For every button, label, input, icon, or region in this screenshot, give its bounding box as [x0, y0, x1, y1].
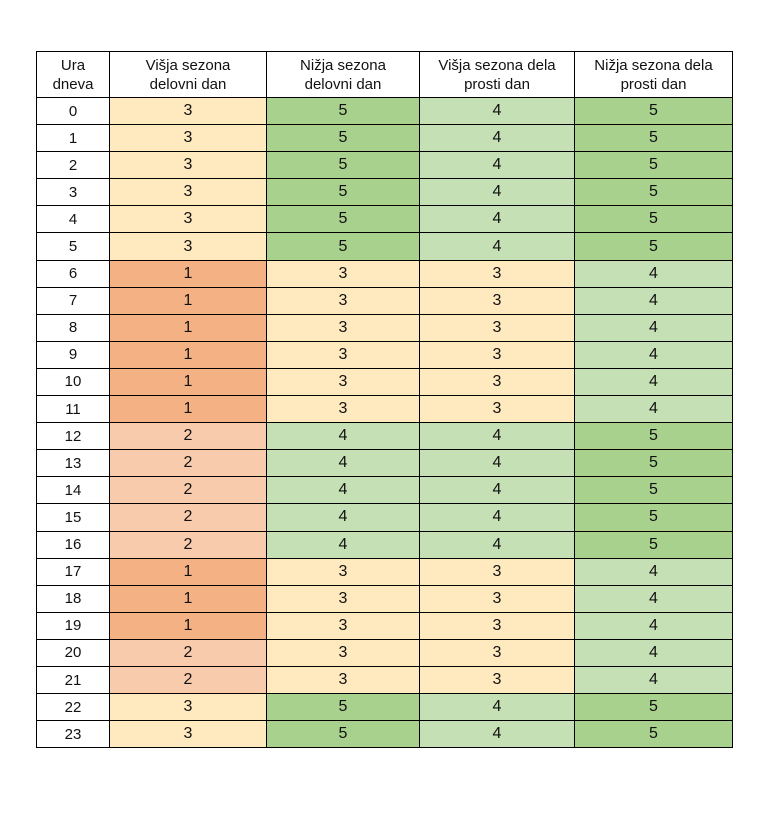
cell-high-season-dayoff: 3	[420, 341, 575, 368]
cell-low-season-dayoff: 5	[575, 721, 733, 748]
cell-low-season-workday: 4	[267, 504, 420, 531]
cell-high-season-dayoff: 4	[420, 694, 575, 721]
cell-low-season-dayoff: 4	[575, 666, 733, 693]
cell-high-season-workday: 1	[110, 368, 267, 395]
cell-low-season-workday: 4	[267, 423, 420, 450]
cell-hour: 12	[37, 423, 110, 450]
cell-low-season-dayoff: 4	[575, 314, 733, 341]
table-row	[37, 125, 733, 152]
cell-high-season-dayoff: 3	[420, 287, 575, 314]
header-line: prosti dan	[620, 75, 687, 93]
header-line: Višja sezona dela	[438, 56, 556, 74]
cell-high-season-dayoff: 4	[420, 98, 575, 125]
cell-high-season-workday: 2	[110, 666, 267, 693]
cell-high-season-dayoff: 3	[420, 260, 575, 287]
cell-hour: 13	[37, 450, 110, 477]
cell-hour: 21	[37, 666, 110, 693]
cell-high-season-dayoff: 3	[420, 368, 575, 395]
cell-low-season-workday: 5	[267, 98, 420, 125]
table-row	[37, 368, 733, 395]
cell-low-season-workday: 5	[267, 721, 420, 748]
cell-low-season-workday: 5	[267, 125, 420, 152]
cell-low-season-workday: 3	[267, 666, 420, 693]
cell-high-season-workday: 2	[110, 639, 267, 666]
cell-low-season-workday: 4	[267, 531, 420, 558]
table-row	[37, 450, 733, 477]
cell-low-season-workday: 3	[267, 396, 420, 423]
table-row	[37, 98, 733, 125]
cell-high-season-workday: 2	[110, 450, 267, 477]
cell-high-season-workday: 3	[110, 152, 267, 179]
table-row	[37, 314, 733, 341]
cell-low-season-dayoff: 4	[575, 341, 733, 368]
table-row	[37, 477, 733, 504]
cell-high-season-dayoff: 3	[420, 558, 575, 585]
tariff-block-table	[36, 51, 733, 748]
cell-high-season-dayoff: 4	[420, 206, 575, 233]
cell-high-season-workday: 3	[110, 694, 267, 721]
cell-low-season-workday: 4	[267, 450, 420, 477]
cell-low-season-dayoff: 5	[575, 423, 733, 450]
cell-hour: 11	[37, 396, 110, 423]
cell-high-season-dayoff: 4	[420, 423, 575, 450]
cell-high-season-dayoff: 3	[420, 639, 575, 666]
cell-high-season-dayoff: 4	[420, 125, 575, 152]
table-row	[37, 504, 733, 531]
cell-low-season-dayoff: 4	[575, 260, 733, 287]
cell-high-season-dayoff: 4	[420, 531, 575, 558]
cell-low-season-dayoff: 4	[575, 585, 733, 612]
table-row	[37, 639, 733, 666]
table-row	[37, 694, 733, 721]
header-line: Višja sezona	[145, 56, 231, 74]
header-line: Nižja sezona dela	[594, 56, 713, 74]
cell-low-season-workday: 3	[267, 585, 420, 612]
cell-low-season-workday: 3	[267, 612, 420, 639]
cell-low-season-dayoff: 5	[575, 206, 733, 233]
cell-hour: 7	[37, 287, 110, 314]
cell-high-season-dayoff: 3	[420, 396, 575, 423]
cell-high-season-dayoff: 4	[420, 152, 575, 179]
cell-low-season-workday: 5	[267, 694, 420, 721]
header-low-season-workday	[267, 52, 420, 98]
cell-hour: 20	[37, 639, 110, 666]
cell-high-season-workday: 1	[110, 287, 267, 314]
cell-high-season-workday: 1	[110, 314, 267, 341]
cell-hour: 23	[37, 721, 110, 748]
cell-low-season-dayoff: 4	[575, 396, 733, 423]
cell-high-season-dayoff: 4	[420, 179, 575, 206]
cell-low-season-workday: 3	[267, 260, 420, 287]
cell-high-season-workday: 2	[110, 504, 267, 531]
cell-low-season-workday: 3	[267, 368, 420, 395]
cell-low-season-dayoff: 4	[575, 639, 733, 666]
cell-high-season-workday: 1	[110, 396, 267, 423]
cell-high-season-dayoff: 4	[420, 504, 575, 531]
header-high-season-dayoff	[420, 52, 575, 98]
header-line: Ura	[60, 56, 86, 74]
table-row	[37, 396, 733, 423]
cell-low-season-dayoff: 5	[575, 531, 733, 558]
cell-hour: 8	[37, 314, 110, 341]
table-row	[37, 423, 733, 450]
cell-low-season-dayoff: 5	[575, 98, 733, 125]
cell-low-season-dayoff: 5	[575, 450, 733, 477]
table-row	[37, 666, 733, 693]
cell-low-season-dayoff: 5	[575, 179, 733, 206]
header-hour	[37, 52, 110, 98]
cell-high-season-dayoff: 4	[420, 721, 575, 748]
table-row	[37, 179, 733, 206]
cell-hour: 3	[37, 179, 110, 206]
cell-low-season-dayoff: 5	[575, 233, 733, 260]
cell-hour: 19	[37, 612, 110, 639]
cell-high-season-workday: 3	[110, 721, 267, 748]
cell-hour: 22	[37, 694, 110, 721]
cell-hour: 2	[37, 152, 110, 179]
cell-low-season-dayoff: 4	[575, 368, 733, 395]
table-row	[37, 287, 733, 314]
cell-low-season-dayoff: 5	[575, 504, 733, 531]
table-body	[37, 98, 733, 748]
cell-high-season-workday: 1	[110, 585, 267, 612]
cell-high-season-workday: 2	[110, 477, 267, 504]
header-row	[37, 52, 733, 98]
cell-low-season-dayoff: 4	[575, 612, 733, 639]
cell-low-season-workday: 4	[267, 477, 420, 504]
cell-low-season-workday: 5	[267, 233, 420, 260]
cell-hour: 0	[37, 98, 110, 125]
cell-hour: 9	[37, 341, 110, 368]
cell-high-season-workday: 2	[110, 531, 267, 558]
cell-low-season-workday: 5	[267, 206, 420, 233]
cell-hour: 6	[37, 260, 110, 287]
cell-high-season-workday: 1	[110, 612, 267, 639]
header-line: Nižja sezona	[300, 56, 386, 74]
cell-high-season-workday: 1	[110, 558, 267, 585]
cell-high-season-dayoff: 4	[420, 450, 575, 477]
table-row	[37, 721, 733, 748]
table-row	[37, 612, 733, 639]
cell-low-season-dayoff: 5	[575, 152, 733, 179]
cell-high-season-dayoff: 4	[420, 477, 575, 504]
table-row	[37, 152, 733, 179]
header-line: delovni dan	[304, 75, 382, 93]
cell-high-season-workday: 2	[110, 423, 267, 450]
cell-low-season-dayoff: 5	[575, 125, 733, 152]
table-row	[37, 206, 733, 233]
cell-hour: 1	[37, 125, 110, 152]
cell-low-season-dayoff: 5	[575, 694, 733, 721]
cell-high-season-workday: 3	[110, 206, 267, 233]
cell-high-season-workday: 3	[110, 98, 267, 125]
cell-hour: 14	[37, 477, 110, 504]
cell-low-season-dayoff: 4	[575, 287, 733, 314]
header-high-season-workday	[110, 52, 267, 98]
cell-hour: 5	[37, 233, 110, 260]
cell-high-season-workday: 1	[110, 341, 267, 368]
cell-low-season-workday: 3	[267, 314, 420, 341]
cell-hour: 18	[37, 585, 110, 612]
cell-low-season-workday: 5	[267, 179, 420, 206]
cell-hour: 16	[37, 531, 110, 558]
cell-high-season-dayoff: 3	[420, 314, 575, 341]
table-row	[37, 341, 733, 368]
cell-hour: 15	[37, 504, 110, 531]
cell-high-season-workday: 1	[110, 260, 267, 287]
cell-high-season-workday: 3	[110, 125, 267, 152]
cell-low-season-workday: 5	[267, 152, 420, 179]
header-low-season-dayoff	[575, 52, 733, 98]
table-row	[37, 260, 733, 287]
table-row	[37, 531, 733, 558]
cell-low-season-workday: 3	[267, 341, 420, 368]
cell-high-season-dayoff: 3	[420, 585, 575, 612]
cell-low-season-workday: 3	[267, 639, 420, 666]
cell-low-season-workday: 3	[267, 558, 420, 585]
header-line: prosti dan	[464, 75, 530, 93]
header-line: delovni dan	[149, 75, 227, 93]
cell-hour: 4	[37, 206, 110, 233]
cell-low-season-dayoff: 5	[575, 477, 733, 504]
table-row	[37, 585, 733, 612]
table-row	[37, 558, 733, 585]
cell-high-season-workday: 3	[110, 233, 267, 260]
cell-hour: 10	[37, 368, 110, 395]
cell-high-season-dayoff: 3	[420, 612, 575, 639]
cell-low-season-dayoff: 4	[575, 558, 733, 585]
cell-high-season-dayoff: 4	[420, 233, 575, 260]
cell-high-season-dayoff: 3	[420, 666, 575, 693]
header-line: dneva	[52, 75, 94, 93]
table-row	[37, 233, 733, 260]
cell-high-season-workday: 3	[110, 179, 267, 206]
cell-hour: 17	[37, 558, 110, 585]
cell-low-season-workday: 3	[267, 287, 420, 314]
